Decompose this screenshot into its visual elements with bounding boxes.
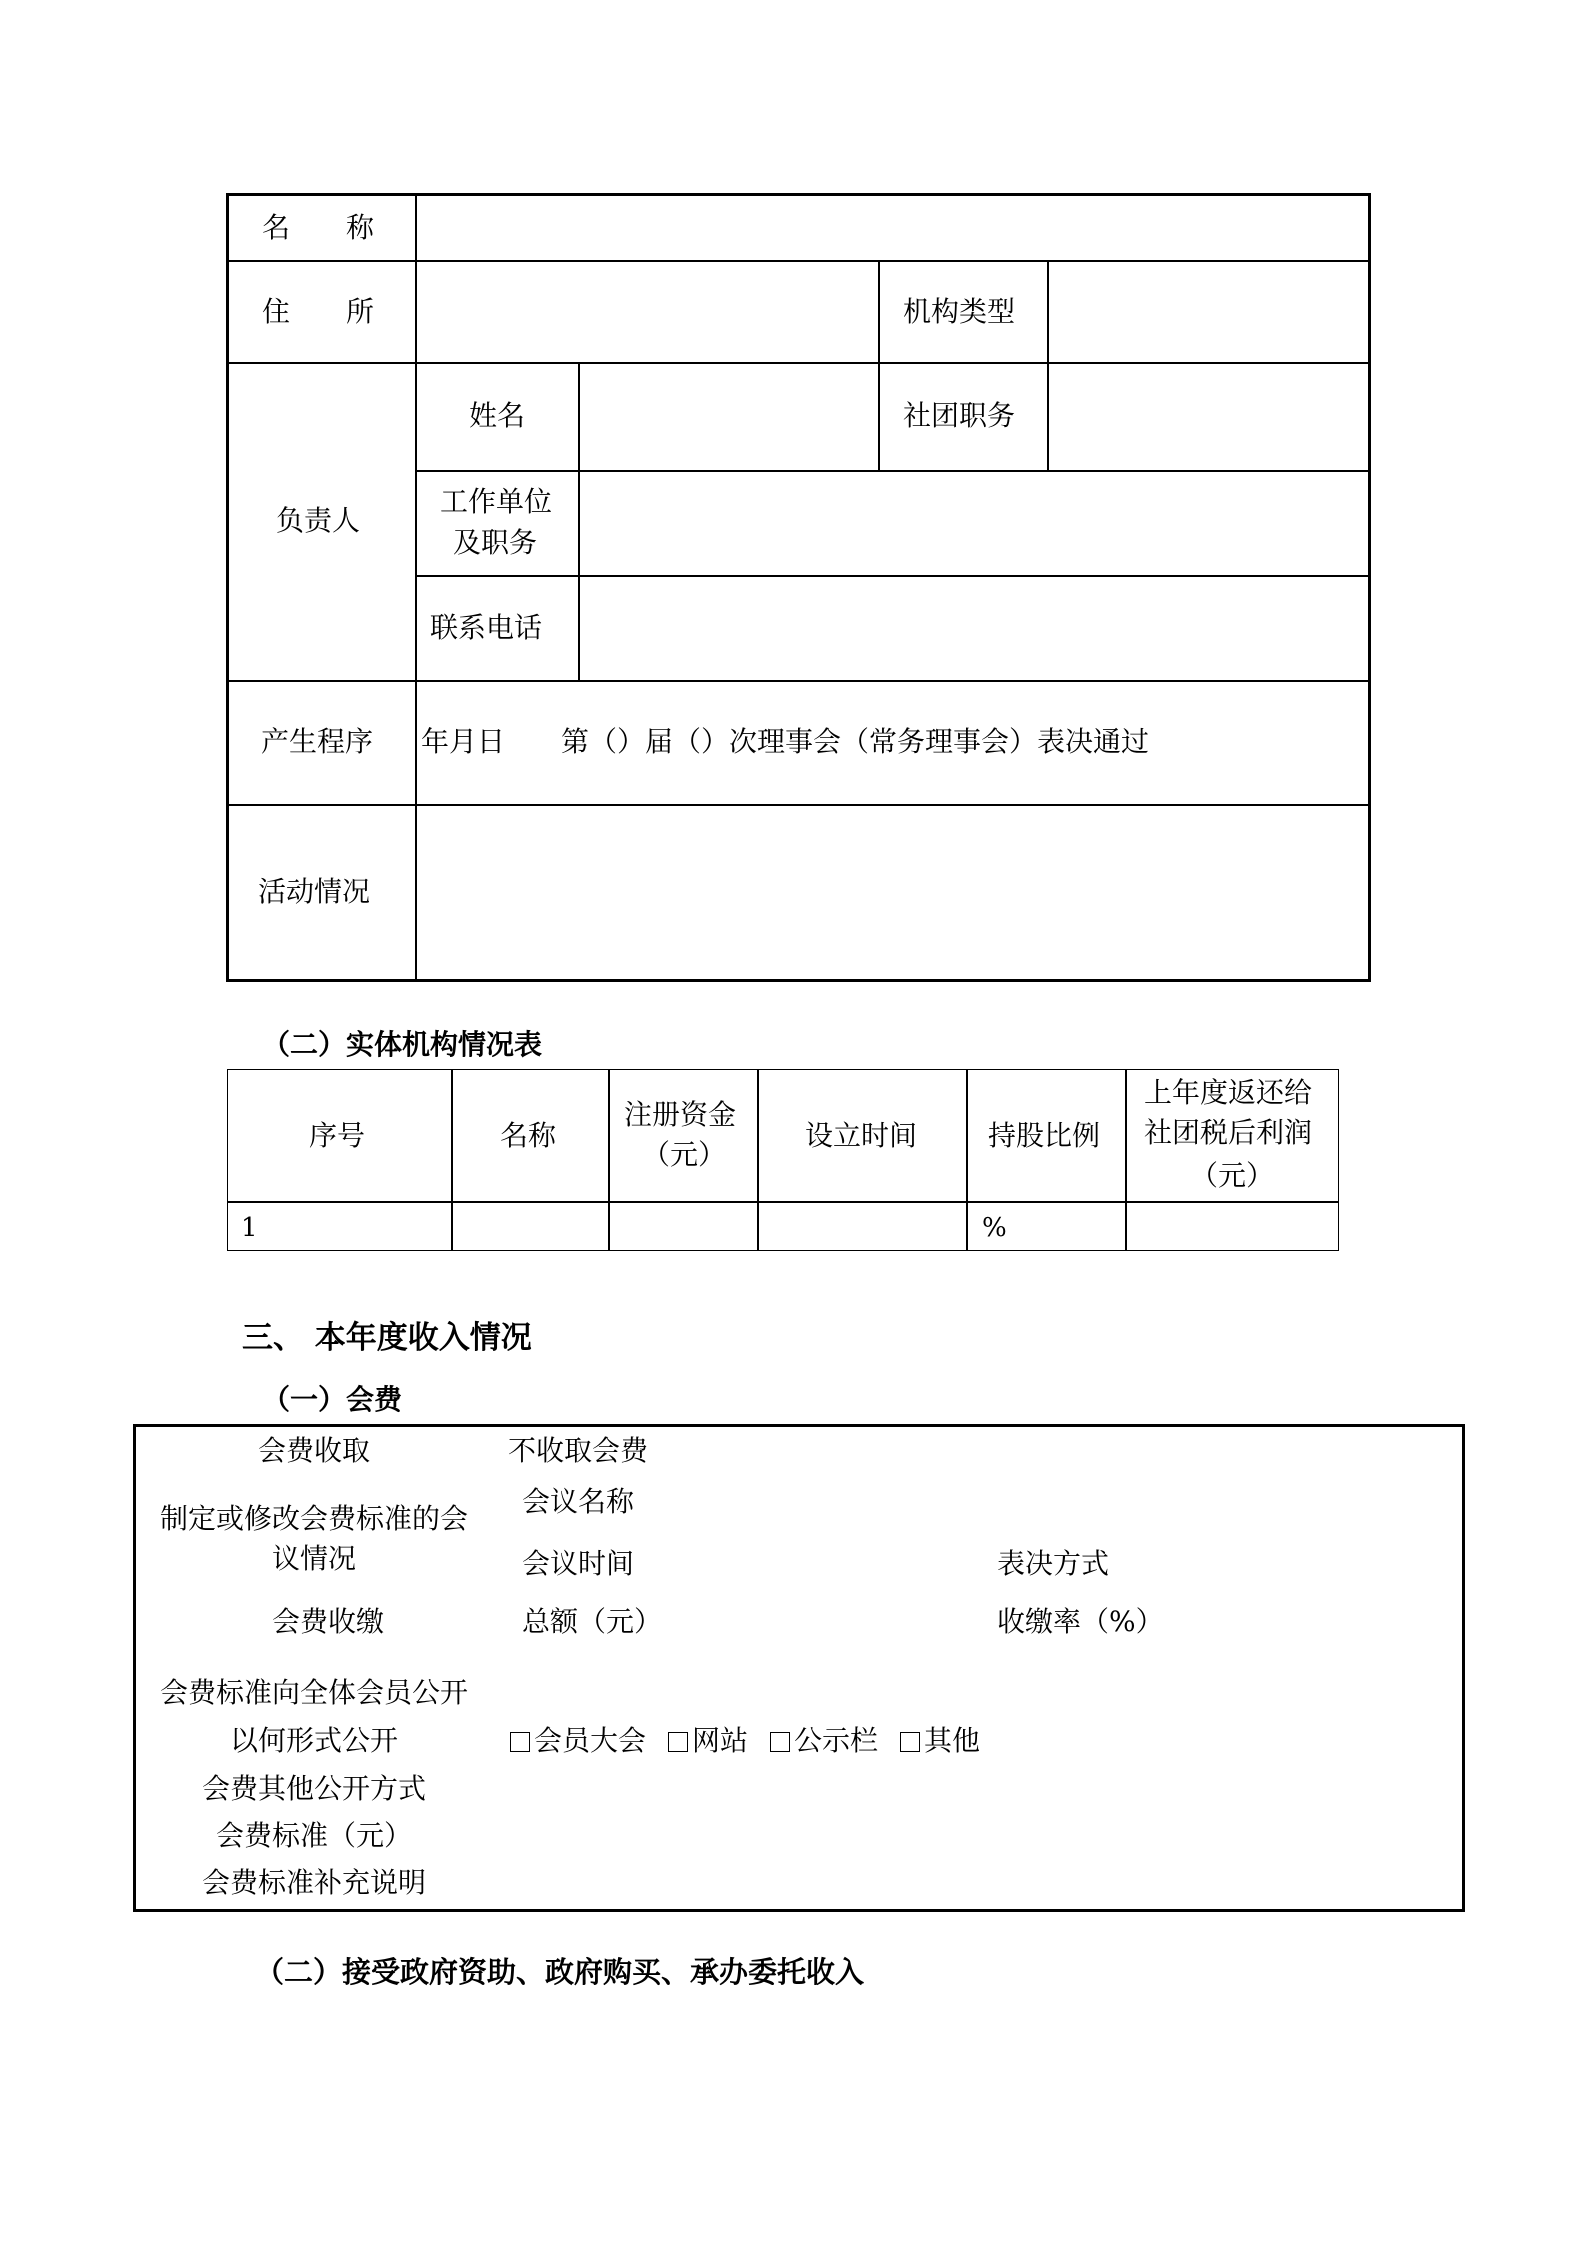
option-bulletin-board[interactable]: 公示栏 [770, 1727, 878, 1755]
header-profit: 上年度返还给 [1144, 1076, 1313, 1109]
checkbox-icon[interactable] [770, 1732, 790, 1752]
public-options [510, 1724, 1002, 1757]
phone-label: 联系电话 [430, 611, 543, 644]
table-border [226, 193, 1371, 982]
checkbox-icon[interactable] [668, 1732, 688, 1752]
option-website[interactable]: 网站 [668, 1727, 748, 1755]
address-label: 住 所 [262, 295, 375, 328]
work-unit-label: 工作单位 [440, 485, 553, 518]
procedure-text: 年月日 第（）届（）次理事会（常务理事会）表决通过 [421, 725, 1150, 758]
fee-payment-label: 会费收缴 [272, 1605, 385, 1638]
fee-total-label: 总额（元） [522, 1605, 663, 1638]
header-name: 名称 [500, 1119, 557, 1152]
procedure-label: 产生程序 [261, 725, 374, 758]
other-public-label: 会费其他公开方式 [202, 1772, 427, 1805]
leader-label: 负责人 [276, 504, 361, 537]
header-profit-2: 社团税后利润 [1144, 1116, 1313, 1149]
fee-public-label: 会费标准向全体会员公开 [160, 1676, 469, 1709]
checkbox-icon[interactable] [510, 1732, 530, 1752]
header-capital-unit: （元） [642, 1138, 727, 1171]
fees-subtitle: （一）会费 [262, 1383, 403, 1416]
person-name-label: 姓名 [469, 399, 526, 432]
header-established: 设立时间 [805, 1119, 918, 1152]
row1-seq: 1 [241, 1213, 258, 1243]
meeting-name-label: 会议名称 [522, 1485, 635, 1518]
option-member-assembly[interactable]: 会员大会 [510, 1727, 646, 1755]
header-share-ratio: 持股比例 [988, 1119, 1101, 1152]
vote-method-label: 表决方式 [997, 1547, 1110, 1580]
row1-share: % [982, 1213, 1007, 1243]
gov-income-subtitle: （二）接受政府资助、政府购买、承办委托收入 [255, 1955, 865, 1989]
org-type-label: 机构类型 [903, 295, 1016, 328]
public-form-label: 以何形式公开 [230, 1724, 399, 1757]
option-other[interactable]: 其他 [900, 1727, 980, 1755]
section2-title: （二）实体机构情况表 [262, 1028, 543, 1061]
fee-standard-note-label: 会费标准补充说明 [202, 1866, 427, 1899]
fee-collect-label: 会费收取 [258, 1434, 371, 1467]
society-position-label: 社团职务 [903, 399, 1016, 432]
activities-label: 活动情况 [258, 875, 371, 908]
meeting-time-label: 会议时间 [522, 1547, 635, 1580]
fee-standard-label: 会费标准（元） [216, 1819, 413, 1852]
header-profit-unit: （元） [1190, 1159, 1275, 1192]
name-label: 名 称 [262, 211, 375, 244]
standard-meeting-label: 制定或修改会费标准的会 [160, 1502, 469, 1535]
fee-collect-value: 不收取会费 [508, 1434, 649, 1467]
section3-title: 三、 本年度收入情况 [242, 1320, 532, 1356]
standard-meeting-label-2: 议情况 [272, 1542, 357, 1575]
header-capital: 注册资金 [624, 1098, 737, 1131]
work-unit-label-2: 及职务 [453, 526, 538, 559]
checkbox-icon[interactable] [900, 1732, 920, 1752]
fee-rate-label: 收缴率（%） [997, 1605, 1164, 1638]
header-seq: 序号 [309, 1119, 366, 1152]
